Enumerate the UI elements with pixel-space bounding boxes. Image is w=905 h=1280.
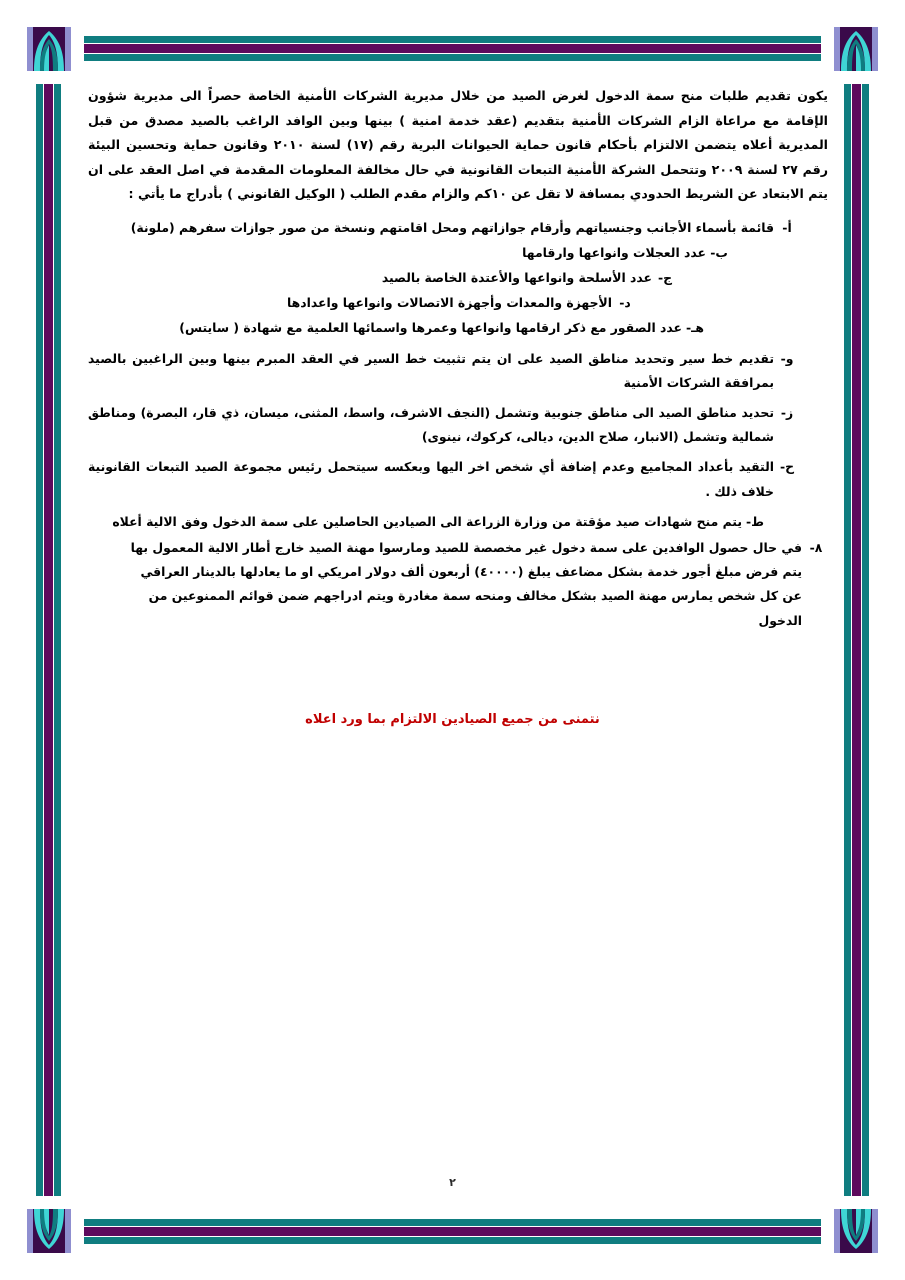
corner-ornament-top-right-icon <box>830 23 882 75</box>
numbered-clause <box>88 536 828 633</box>
list-item-marker: أ- <box>782 219 792 235</box>
list-item <box>88 401 828 449</box>
list-item-marker: ب- <box>710 244 728 260</box>
border-rail-top <box>84 36 821 61</box>
corner-ornament-bottom-left-icon <box>23 1205 75 1257</box>
list-item-marker: ط- <box>745 513 764 529</box>
list-item-text: تقديم خط سير وتحديد مناطق الصيد على ان يتم تثبيت خط السير في العقد المبرم بينها وبين الراغبين بالصيد بمرافقة الشركات الأمنية <box>88 350 774 390</box>
lettered-list <box>88 216 828 534</box>
list-item-marker: ح- <box>779 459 795 475</box>
border-rail-bottom <box>84 1219 821 1244</box>
list-item-marker: و- <box>780 350 794 366</box>
list-item <box>88 241 828 265</box>
list-item <box>88 291 828 315</box>
list-item <box>88 347 828 395</box>
numbered-clause-body <box>88 536 804 633</box>
list-item-text: يتم منح شهادات صيد مؤقتة من وزارة الزراعة الى الصيادين الحاصلين على سمة الدخول وفق الالية أعلاه <box>112 513 742 529</box>
document-body <box>88 84 828 633</box>
border-rail-right <box>844 84 869 1196</box>
list-item <box>88 455 828 503</box>
list-item <box>88 216 828 240</box>
list-item-text: الأجهزة والمعدات وأجهزة الاتصالات وانواعها واعدادها <box>286 295 612 311</box>
list-item-text: قائمة بأسماء الأجانب وجنسياتهم وأرقام جوازاتهم ومحل اقامتهم ونسخة من صور جوازات سفرهم (ملونة) <box>130 219 774 235</box>
corner-ornament-top-left-icon <box>23 23 75 75</box>
list-item-text: عدد الصقور مع ذكر ارقامها وانواعها وعمرها واسمائها العلمية مع شهادة ( سايتس) <box>179 320 682 336</box>
list-item-text: عدد الأسلحة وانواعها والأعتدة الخاصة بالصيد <box>381 270 652 286</box>
numbered-clause-line-3: عن كل شخص يمارس مهنة الصيد بشكل مخالف ومنحه سمة مغادرة ويتم ادراجهم ضمن قوائم الممنوعين من <box>148 588 802 604</box>
list-item-marker: هـ- <box>686 320 704 336</box>
list-item-marker: ز- <box>780 405 794 421</box>
page-number: ٢ <box>449 1176 456 1189</box>
list-item <box>88 316 828 340</box>
numbered-clause-line-4: الدخول <box>758 612 802 628</box>
list-item <box>88 510 828 534</box>
border-rail-left <box>36 84 61 1196</box>
numbered-clause-line-1: في حال حصول الوافدين على سمة دخول غير مخصصة للصيد ومارسوا مهنة الصيد خارج أطار الالية المعمول بها <box>130 539 802 555</box>
list-item-text: التقيد بأعداد المجاميع وعدم إضافة أي شخص اخر اليها وبعكسه سيتحمل رئيس مجموعة الصيد التبعات القانونية خلاف ذلك . <box>88 459 774 499</box>
list-item-text: تحديد مناطق الصيد الى مناطق جنوبية وتشمل (النجف الاشرف، واسط، المثنى، ميسان، ذي قار، البصرة) ومناطق شمالية وتشمل (الانبار، صلاح الدين، ديالى، كركوك، نينوى) <box>88 405 774 445</box>
list-item-marker: ج- <box>657 270 673 286</box>
numbered-clause-line-2: يتم فرض مبلغ أجور خدمة بشكل مضاعف يبلغ (٤٠٠٠٠) أربعون ألف دولار امريكي او ما يعادلها بالدينار العراقي <box>140 564 802 580</box>
list-item <box>88 266 828 290</box>
closing-statement: نتمنى من جميع الصيادين الالتزام بما ورد اعلاه <box>305 712 600 727</box>
list-item-marker: د- <box>619 295 631 311</box>
list-item-text: عدد العجلات وانواعها وارقامها <box>522 244 706 260</box>
corner-ornament-bottom-right-icon <box>830 1205 882 1257</box>
numbered-clause-marker: ٨- <box>809 539 823 555</box>
intro-paragraph: يكون تقديم طلبات منح سمة الدخول لغرض الصيد من خلال مديرية الشركات الأمنية الخاصة حصراً الى مديرية شؤون الإقامة مع مراعاة الزام الشركات الأمنية بتقديم (عقد خدمة امنية ) بينها وبين الوافد الراغب بالصيد مصدق من قبل المديرية أعلاه يتضمن الالتزام بأحكام قانون حماية الحيوانات البرية رقم (١٧) لسنة ٢٠١٠ وقانون حماية وتحسين البيئة رقم ٢٧ لسنة ٢٠٠٩ وتتحمل الشركة الأمنية التبعات القانونية في حال مخالفة المعلومات المقدمة في اصل العقد على ان يتم الابتعاد عن الشريط الحدودي بمسافة لا تقل عن ١٠كم والزام مقدم الطلب ( الوكيل القانوني ) بأدراج ما يأتي : <box>88 88 828 202</box>
